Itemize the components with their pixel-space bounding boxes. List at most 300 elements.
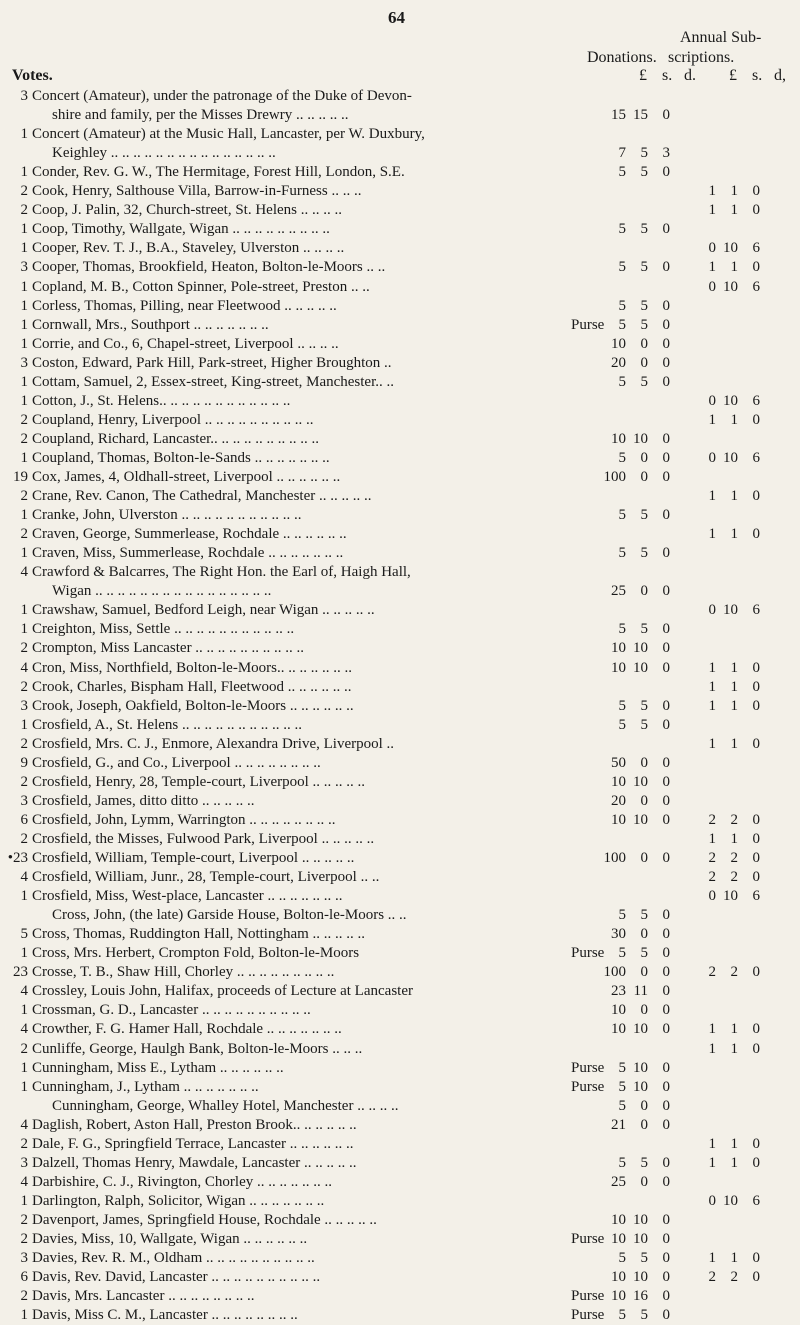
vote-count: 2 <box>20 430 28 447</box>
donation-pence: 0 <box>662 1059 670 1076</box>
list-item <box>0 1096 800 1116</box>
entry-text: Crompton, Miss Lancaster .. .. .. .. .. .. .. .. .. .. <box>32 640 305 657</box>
subscription-pounds: 1 <box>708 1021 716 1038</box>
subscription-pounds: 0 <box>708 449 716 466</box>
vote-count: 1 <box>20 621 28 638</box>
donation-pence: 0 <box>662 697 670 714</box>
donation-pence: 0 <box>662 107 670 124</box>
donation-shillings: 10 <box>633 1059 648 1076</box>
purse-label: Purse <box>571 1231 605 1247</box>
donation-pence: 0 <box>662 354 670 371</box>
donation-pounds: 10 <box>611 1269 626 1286</box>
entry-text: Coupland, Thomas, Bolton-le-Sands .. .. .. .. .. .. .. <box>32 449 330 466</box>
donation-shillings: 15 <box>633 107 648 124</box>
vote-count: 2 <box>20 183 28 200</box>
subscription-pence: 0 <box>752 964 760 981</box>
subscription-pence: 0 <box>752 526 760 543</box>
subscription-shillings: 10 <box>723 602 738 619</box>
donation-pence: 0 <box>662 373 670 390</box>
subscription-pence: 0 <box>752 735 760 752</box>
header-unit-pounds-sub: £ <box>729 67 737 84</box>
list-item <box>0 86 800 106</box>
donation-pence: 0 <box>662 945 670 962</box>
donation-pounds: 5 <box>618 1307 626 1324</box>
list-item <box>0 448 800 468</box>
list-item <box>0 334 800 354</box>
vote-count: 23 <box>13 964 28 981</box>
donation-pence: 0 <box>662 335 670 352</box>
list-item <box>0 1267 800 1287</box>
list-item <box>0 848 800 868</box>
donation-shillings: 0 <box>640 354 648 371</box>
donation-pence: 0 <box>662 221 670 238</box>
subscription-pounds: 0 <box>708 278 716 295</box>
entry-text: Crosfield, G., and Co., Liverpool .. .. .. .. .. .. .. .. <box>32 754 321 771</box>
donation-pounds: 5 <box>618 316 626 333</box>
subscription-pounds: 0 <box>708 392 716 409</box>
list-item <box>0 257 800 277</box>
vote-count: 4 <box>20 1021 28 1038</box>
donation-pence: 0 <box>662 545 670 562</box>
list-item <box>0 296 800 316</box>
subscription-pence: 6 <box>752 888 760 905</box>
donation-pence: 0 <box>662 1021 670 1038</box>
donation-shillings: 5 <box>640 259 648 276</box>
list-item <box>0 867 800 887</box>
entry-text: Concert (Amateur) at the Music Hall, Lancaster, per W. Duxbury, <box>32 126 425 143</box>
vote-count: 1 <box>20 716 28 733</box>
donation-shillings: 5 <box>640 145 648 162</box>
donation-shillings: 10 <box>633 1078 648 1095</box>
subscription-shillings: 1 <box>730 1040 738 1057</box>
list-item <box>0 1210 800 1230</box>
subscription-pence: 0 <box>752 850 760 866</box>
vote-count: •23 <box>7 850 28 866</box>
list-item <box>0 581 800 601</box>
list-item <box>0 124 800 144</box>
donation-pounds: 5 <box>618 1154 626 1171</box>
donation-shillings: 10 <box>633 659 648 676</box>
donation-shillings: 10 <box>633 1231 648 1247</box>
donation-pence: 0 <box>662 449 670 466</box>
donation-pounds: 50 <box>611 754 626 771</box>
vote-count: 1 <box>20 1078 28 1095</box>
entry-text: Cotton, J., St. Helens.. .. .. .. .. .. .. .. .. .. .. .. <box>32 392 291 409</box>
donation-shillings: 10 <box>633 1269 648 1286</box>
donation-shillings: 5 <box>640 545 648 562</box>
subscription-shillings: 2 <box>730 869 738 886</box>
subscription-pence: 0 <box>752 1021 760 1038</box>
vote-count: 2 <box>20 1135 28 1152</box>
vote-count: 3 <box>20 697 28 714</box>
donation-shillings: 0 <box>640 964 648 981</box>
list-item <box>0 1229 800 1249</box>
list-item <box>0 410 800 430</box>
donation-pence: 0 <box>662 259 670 276</box>
header-votes: Votes. <box>12 67 53 84</box>
vote-count: 2 <box>20 411 28 428</box>
list-item <box>0 677 800 697</box>
subscription-pounds: 0 <box>708 240 716 257</box>
donation-pence: 0 <box>662 716 670 733</box>
entry-text: Copland, M. B., Cotton Spinner, Pole-street, Preston .. .. <box>32 278 370 295</box>
subscription-pounds: 2 <box>708 811 716 828</box>
donation-pence: 0 <box>662 469 670 485</box>
subscription-pence: 0 <box>752 183 760 200</box>
header-donations: Donations. <box>587 49 657 66</box>
subscription-pounds: 1 <box>708 1040 716 1057</box>
entry-text: Davis, Rev. David, Lancaster .. .. .. .. .. .. .. .. .. .. <box>32 1269 321 1286</box>
subscription-pence: 0 <box>752 697 760 714</box>
list-item <box>0 315 800 335</box>
list-item <box>0 1305 800 1325</box>
donation-shillings: 10 <box>633 773 648 790</box>
subscription-shillings: 1 <box>730 488 738 505</box>
header-annual: Annual Sub- <box>680 29 762 46</box>
vote-count: 19 <box>13 469 28 485</box>
list-item <box>0 753 800 773</box>
entry-text: Davies, Rev. R. M., Oldham .. .. .. .. .. .. .. .. .. .. <box>32 1250 315 1267</box>
vote-count: 1 <box>20 126 28 143</box>
subscription-shillings: 1 <box>730 697 738 714</box>
subscription-pounds: 2 <box>708 964 716 981</box>
entry-text: Davenport, James, Springfield House, Rochdale .. .. .. .. .. <box>32 1211 377 1228</box>
donation-shillings: 0 <box>640 449 648 466</box>
donation-pounds: 20 <box>611 354 626 371</box>
entry-text: Cottam, Samuel, 2, Essex-street, King-street, Manchester.. .. <box>32 373 394 390</box>
donation-shillings: 5 <box>640 221 648 238</box>
subscription-pounds: 1 <box>708 183 716 200</box>
subscription-shillings: 1 <box>730 659 738 676</box>
vote-count: 1 <box>20 240 28 257</box>
donation-pence: 0 <box>662 164 670 181</box>
subscription-shillings: 10 <box>723 888 738 905</box>
subscription-pence: 0 <box>752 259 760 276</box>
vote-count: 1 <box>20 888 28 905</box>
list-item <box>0 238 800 258</box>
vote-count: 3 <box>20 792 28 809</box>
donation-pounds: 5 <box>618 545 626 562</box>
list-item <box>0 429 800 449</box>
entry-text: Keighley .. .. .. .. .. .. .. .. .. .. .. .. .. .. .. <box>52 145 276 162</box>
list-item <box>0 162 800 182</box>
donation-pounds: 10 <box>611 430 626 447</box>
list-item <box>0 619 800 639</box>
entry-text: Cox, James, 4, Oldhall-street, Liverpool .. .. .. .. .. .. <box>32 469 341 485</box>
subscription-pence: 0 <box>752 202 760 219</box>
vote-count: 4 <box>20 564 28 581</box>
list-item <box>0 1039 800 1059</box>
entry-text: Dalzell, Thomas Henry, Mawdale, Lancaster .. .. .. .. .. <box>32 1154 357 1171</box>
donation-shillings: 0 <box>640 1002 648 1019</box>
subscription-pounds: 1 <box>708 659 716 676</box>
vote-count: 1 <box>20 221 28 238</box>
subscription-pounds: 2 <box>708 1269 716 1286</box>
vote-count: 6 <box>20 811 28 828</box>
entry-text: Cunningham, J., Lytham .. .. .. .. .. .. .. <box>32 1078 259 1095</box>
donation-pounds: 25 <box>611 583 626 600</box>
donation-pence: 0 <box>662 907 670 924</box>
list-item <box>0 810 800 830</box>
donation-pounds: 5 <box>618 373 626 390</box>
donation-pence: 0 <box>662 792 670 809</box>
list-item <box>0 1019 800 1039</box>
donation-pounds: 10 <box>611 1002 626 1019</box>
subscription-pence: 0 <box>752 1154 760 1171</box>
subscription-pence: 6 <box>752 278 760 295</box>
donation-pounds: 10 <box>611 640 626 657</box>
subscription-pounds: 1 <box>708 1135 716 1152</box>
list-item <box>0 1248 800 1268</box>
entry-text: Cranke, John, Ulverston .. .. .. .. .. .. .. .. .. .. .. <box>32 507 302 524</box>
list-item <box>0 543 800 563</box>
donation-shillings: 5 <box>640 316 648 333</box>
list-item <box>0 772 800 792</box>
entry-text: Cooper, Rev. T. J., B.A., Staveley, Ulverston .. .. .. .. <box>32 240 345 257</box>
donation-pounds: 5 <box>618 259 626 276</box>
entry-text: Crane, Rev. Canon, The Cathedral, Manchester .. .. .. .. .. <box>32 488 372 505</box>
donation-pence: 0 <box>662 1097 670 1114</box>
donation-shillings: 10 <box>633 1021 648 1038</box>
donation-pence: 0 <box>662 316 670 333</box>
subscription-pounds: 2 <box>708 850 716 866</box>
subscription-pounds: 1 <box>708 202 716 219</box>
subscription-pounds: 2 <box>708 869 716 886</box>
vote-count: 2 <box>20 1288 28 1305</box>
list-item <box>0 1077 800 1097</box>
donation-shillings: 5 <box>640 164 648 181</box>
subscription-shillings: 1 <box>730 202 738 219</box>
list-item <box>0 924 800 944</box>
vote-count: 9 <box>20 754 28 771</box>
entry-text: Crook, Joseph, Oakfield, Bolton-le-Moors .. .. .. .. .. .. <box>32 697 354 714</box>
donation-pounds: 7 <box>618 145 626 162</box>
donation-pence: 0 <box>662 773 670 790</box>
subscription-pence: 0 <box>752 1250 760 1267</box>
entry-text: Cross, Mrs. Herbert, Crompton Fold, Bolton-le-Moors <box>32 945 360 962</box>
entry-text: Crawshaw, Samuel, Bedford Leigh, near Wigan .. .. .. .. .. <box>32 602 375 619</box>
subscription-pence: 6 <box>752 392 760 409</box>
donation-pence: 3 <box>662 145 670 162</box>
entry-text: Crosfield, Miss, West-place, Lancaster .. .. .. .. .. .. .. <box>32 888 343 905</box>
donation-pence: 0 <box>662 583 670 600</box>
donation-shillings: 5 <box>640 1307 648 1324</box>
subscription-pounds: 1 <box>708 735 716 752</box>
donation-pounds: 25 <box>611 1173 626 1190</box>
list-item <box>0 715 800 735</box>
donation-pence: 0 <box>662 983 670 1000</box>
donation-shillings: 10 <box>633 430 648 447</box>
vote-count: 1 <box>20 545 28 562</box>
vote-count: 1 <box>20 1307 28 1324</box>
entry-text: Corrie, and Co., 6, Chapel-street, Liverpool .. .. .. .. <box>32 335 339 352</box>
subscription-shillings: 2 <box>730 964 738 981</box>
vote-count: 2 <box>20 1040 28 1057</box>
donation-pounds: 5 <box>618 621 626 638</box>
entry-text: Cunliffe, George, Haulgh Bank, Bolton-le-Moors .. .. .. <box>32 1040 363 1057</box>
list-item <box>0 181 800 201</box>
entry-text: shire and family, per the Misses Drewry .. .. .. .. .. <box>52 107 349 124</box>
list-item <box>0 791 800 811</box>
donation-shillings: 0 <box>640 792 648 809</box>
donation-shillings: 5 <box>640 373 648 390</box>
entry-text: Cunningham, Miss E., Lytham .. .. .. .. .. .. <box>32 1059 284 1076</box>
subscription-shillings: 1 <box>730 1135 738 1152</box>
donation-shillings: 11 <box>633 983 648 1000</box>
entry-text: Coupland, Richard, Lancaster.. .. .. .. .. .. .. .. .. .. <box>32 430 320 447</box>
list-item <box>0 696 800 716</box>
donation-shillings: 0 <box>640 1116 648 1133</box>
vote-count: 1 <box>20 392 28 409</box>
vote-count: 4 <box>20 983 28 1000</box>
donation-pounds: 20 <box>611 792 626 809</box>
list-item <box>0 886 800 906</box>
vote-count: 4 <box>20 1173 28 1190</box>
entry-text: Darlington, Ralph, Solicitor, Wigan .. .. .. .. .. .. .. <box>32 1192 325 1209</box>
donation-pence: 0 <box>662 430 670 447</box>
entry-text: Crosfield, William, Junr., 28, Temple-court, Liverpool .. .. <box>32 869 380 886</box>
list-item <box>0 505 800 525</box>
donation-shillings: 5 <box>640 716 648 733</box>
subscription-pence: 0 <box>752 678 760 695</box>
list-item <box>0 600 800 620</box>
entry-text: Wigan .. .. .. .. .. .. .. .. .. .. .. .. .. .. .. .. <box>52 583 272 600</box>
donation-shillings: 10 <box>633 1211 648 1228</box>
entry-text: Crossman, G. D., Lancaster .. .. .. .. .. .. .. .. .. .. <box>32 1002 311 1019</box>
donation-shillings: 0 <box>640 469 648 485</box>
vote-count: 3 <box>20 259 28 276</box>
entry-text: Cooper, Thomas, Brookfield, Heaton, Bolton-le-Moors .. .. <box>32 259 386 276</box>
vote-count: 4 <box>20 1116 28 1133</box>
donation-pounds: 10 <box>611 1231 626 1247</box>
entry-text: Crossley, Louis John, Halifax, proceeds of Lecture at Lancaster <box>32 983 413 1000</box>
vote-count: 1 <box>20 373 28 390</box>
donation-pence: 0 <box>662 926 670 943</box>
subscription-shillings: 10 <box>723 278 738 295</box>
donation-shillings: 0 <box>640 754 648 771</box>
purse-label: Purse <box>571 1307 605 1324</box>
donation-pence: 0 <box>662 1173 670 1190</box>
donation-pence: 0 <box>662 1269 670 1286</box>
subscription-pounds: 1 <box>708 1154 716 1171</box>
purse-label: Purse <box>571 1288 605 1305</box>
entry-text: Creighton, Miss, Settle .. .. .. .. .. .. .. .. .. .. .. <box>32 621 295 638</box>
list-item <box>0 562 800 582</box>
entry-text: Cornwall, Mrs., Southport .. .. .. .. .. .. .. <box>32 316 269 333</box>
donation-shillings: 0 <box>640 850 648 866</box>
entry-text: Crosfield, A., St. Helens .. .. .. .. .. .. .. .. .. .. .. <box>32 716 302 733</box>
list-item <box>0 962 800 982</box>
subscription-pence: 0 <box>752 659 760 676</box>
subscription-shillings: 1 <box>730 183 738 200</box>
header-unit-shillings: s. <box>662 67 673 84</box>
entry-text: Craven, Miss, Summerlease, Rochdale .. .. .. .. .. .. .. <box>32 545 344 562</box>
donation-pence: 0 <box>662 1231 670 1247</box>
subscription-shillings: 1 <box>730 411 738 428</box>
donation-pounds: 5 <box>618 1078 626 1095</box>
list-item <box>0 829 800 849</box>
subscription-shillings: 1 <box>730 735 738 752</box>
donation-pounds: 100 <box>603 964 626 981</box>
list-item <box>0 524 800 544</box>
header-unit-pence-sub: d, <box>774 67 786 84</box>
donation-pence: 0 <box>662 964 670 981</box>
purse-label: Purse <box>571 1078 605 1095</box>
vote-count: 2 <box>20 1211 28 1228</box>
list-item <box>0 905 800 925</box>
donation-pounds: 10 <box>611 1288 626 1305</box>
subscription-shillings: 10 <box>723 449 738 466</box>
donation-pence: 0 <box>662 507 670 524</box>
list-item <box>0 1000 800 1020</box>
subscription-pounds: 1 <box>708 1250 716 1267</box>
vote-count: 4 <box>20 869 28 886</box>
entry-text: Daglish, Robert, Aston Hall, Preston Brook.. .. .. .. .. .. <box>32 1116 357 1133</box>
vote-count: 2 <box>20 640 28 657</box>
list-item <box>0 734 800 754</box>
vote-count: 3 <box>20 1154 28 1171</box>
list-item <box>0 200 800 220</box>
entry-text: Coston, Edward, Park Hill, Park-street, Higher Broughton .. <box>32 354 392 371</box>
list-item <box>0 1153 800 1173</box>
donation-shillings: 0 <box>640 1097 648 1114</box>
vote-count: 3 <box>20 1250 28 1267</box>
donation-pounds: 10 <box>611 1211 626 1228</box>
entry-text: Craven, George, Summerlease, Rochdale .. .. .. .. .. .. <box>32 526 347 543</box>
vote-count: 2 <box>20 830 28 847</box>
subscription-shillings: 10 <box>723 1192 738 1209</box>
entry-text: Dale, F. G., Springfield Terrace, Lancaster .. .. .. .. .. .. <box>32 1135 354 1152</box>
list-item <box>0 467 800 487</box>
entry-text: Coop, J. Palin, 32, Church-street, St. Helens .. .. .. .. <box>32 202 342 219</box>
vote-count: 1 <box>20 1059 28 1076</box>
subscription-shillings: 1 <box>730 1021 738 1038</box>
list-item <box>0 105 800 125</box>
purse-label: Purse <box>571 316 605 333</box>
list-item <box>0 1058 800 1078</box>
subscription-pounds: 1 <box>708 259 716 276</box>
subscription-pounds: 1 <box>708 526 716 543</box>
donation-pence: 0 <box>662 1154 670 1171</box>
list-item <box>0 277 800 297</box>
donation-pence: 0 <box>662 621 670 638</box>
list-item <box>0 658 800 678</box>
subscription-pounds: 0 <box>708 1192 716 1209</box>
entry-text: Coupland, Henry, Liverpool .. .. .. .. .. .. .. .. .. .. <box>32 411 314 428</box>
donation-pence: 0 <box>662 1250 670 1267</box>
donation-shillings: 5 <box>640 297 648 314</box>
vote-count: 2 <box>20 678 28 695</box>
subscription-pounds: 1 <box>708 678 716 695</box>
vote-count: 1 <box>20 507 28 524</box>
header-unit-shillings-sub: s. <box>752 67 763 84</box>
list-item <box>0 981 800 1001</box>
list-item <box>0 353 800 373</box>
subscription-pence: 0 <box>752 1040 760 1057</box>
subscription-pence: 0 <box>752 488 760 505</box>
donation-pounds: 10 <box>611 1021 626 1038</box>
subscription-shillings: 2 <box>730 1269 738 1286</box>
donation-pence: 0 <box>662 1002 670 1019</box>
entry-text: Crosfield, Henry, 28, Temple-court, Liverpool .. .. .. .. .. <box>32 773 366 790</box>
entry-text: Corless, Thomas, Pilling, near Fleetwood .. .. .. .. .. <box>32 297 337 314</box>
entry-text: Davis, Miss C. M., Lancaster .. .. .. .. .. .. .. .. <box>32 1307 298 1324</box>
donation-pence: 0 <box>662 659 670 676</box>
donation-pence: 0 <box>662 640 670 657</box>
donation-pounds: 100 <box>603 850 626 866</box>
vote-count: 1 <box>20 1192 28 1209</box>
vote-count: 2 <box>20 1231 28 1247</box>
